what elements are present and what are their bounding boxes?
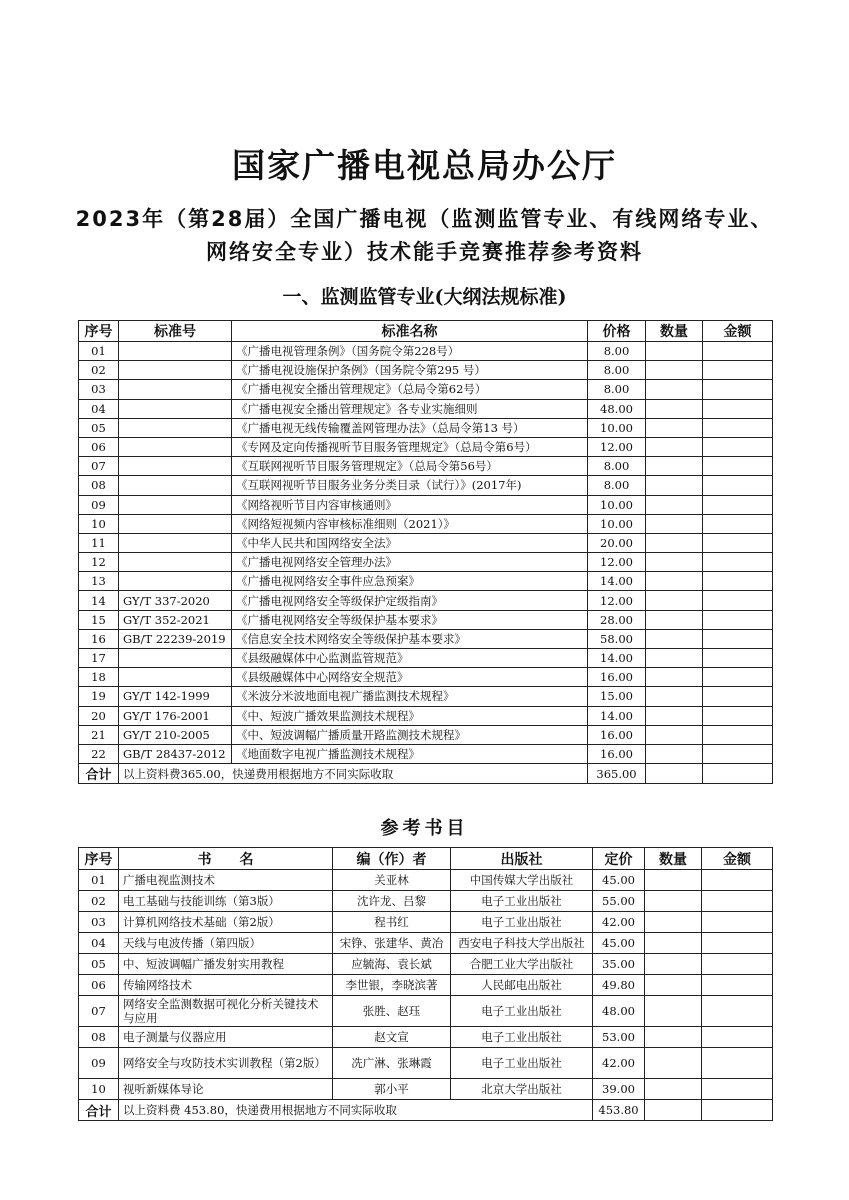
table-row <box>79 533 773 552</box>
row-price: 42.00 <box>593 1048 645 1079</box>
table-row <box>79 572 773 591</box>
row-code <box>119 399 232 418</box>
row-name: 《广播电视安全播出管理规定》（总局令第62号） <box>232 380 588 399</box>
table-row <box>79 744 773 763</box>
row-amount-empty <box>703 342 773 361</box>
col-header-name: 标准名称 <box>232 321 588 342</box>
row-name: 《县级融媒体中心网络安全规范》 <box>232 668 588 687</box>
row-qty-empty <box>646 495 703 514</box>
row-author: 关亚林 <box>333 870 451 891</box>
books-table-header <box>79 848 773 870</box>
row-amount-empty <box>703 495 773 514</box>
col-header-author: 编（作）者 <box>333 848 451 870</box>
row-qty-empty <box>645 1048 702 1079</box>
row-book-title: 视听新媒体导论 <box>119 1079 333 1100</box>
col-header-qty: 数量 <box>645 848 702 870</box>
row-price: 8.00 <box>588 380 646 399</box>
row-qty-empty <box>646 418 703 437</box>
row-price: 42.00 <box>593 912 645 933</box>
row-amount-empty <box>702 1100 773 1121</box>
row-price: 12.00 <box>588 437 646 456</box>
table-row <box>79 610 773 629</box>
row-no: 04 <box>79 399 119 418</box>
row-publisher: 电子工业出版社 <box>451 996 593 1027</box>
table-row <box>79 476 773 495</box>
row-price: 14.00 <box>588 649 646 668</box>
row-name: 《广播电视设施保护条例》（国务院令第295 号） <box>232 361 588 380</box>
row-price: 14.00 <box>588 572 646 591</box>
row-no: 01 <box>79 342 119 361</box>
row-name: 《网络视听节目内容审核通则》 <box>232 495 588 514</box>
row-publisher: 人民邮电出版社 <box>451 975 593 996</box>
row-book-title: 电工基础与技能训练（第3版） <box>119 891 333 912</box>
total-price: 453.80 <box>593 1100 645 1121</box>
row-code: GY/T 337-2020 <box>119 591 232 610</box>
row-book-title: 广播电视监测技术 <box>119 870 333 891</box>
row-price: 53.00 <box>593 1027 645 1048</box>
row-book-title: 网络安全监测数据可视化分析关键技术与应用 <box>119 996 333 1027</box>
row-author: 冼广淋、张琳霞 <box>333 1048 451 1079</box>
row-code <box>119 361 232 380</box>
row-price: 16.00 <box>588 725 646 744</box>
row-no: 15 <box>79 610 119 629</box>
row-author: 李世银，李晓滨著 <box>333 975 451 996</box>
row-price: 8.00 <box>588 342 646 361</box>
row-qty-empty <box>646 725 703 744</box>
row-qty-empty <box>646 610 703 629</box>
row-qty-empty <box>645 975 702 996</box>
table-row <box>79 1027 773 1048</box>
row-name: 《互联网视听节目服务业务分类目录（试行）》(2017年) <box>232 476 588 495</box>
row-qty-empty <box>646 380 703 399</box>
row-amount-empty <box>702 1027 773 1048</box>
row-price: 16.00 <box>588 668 646 687</box>
row-price: 20.00 <box>588 533 646 552</box>
row-amount-empty <box>702 954 773 975</box>
row-no: 01 <box>79 870 119 891</box>
row-no: 07 <box>79 457 119 476</box>
row-amount-empty <box>703 418 773 437</box>
row-no: 02 <box>79 361 119 380</box>
row-amount-empty <box>703 514 773 533</box>
row-name: 《县级融媒体中心监测监管规范》 <box>232 649 588 668</box>
row-amount-empty <box>703 610 773 629</box>
row-price: 35.00 <box>593 954 645 975</box>
row-no: 04 <box>79 933 119 954</box>
books-table <box>78 847 773 1121</box>
row-no: 08 <box>79 476 119 495</box>
row-amount-empty <box>703 649 773 668</box>
table-row <box>79 870 773 891</box>
row-no: 12 <box>79 553 119 572</box>
row-no: 02 <box>79 891 119 912</box>
document-org-title: 国家广播电视总局办公厅 <box>232 146 617 185</box>
row-price: 58.00 <box>588 629 646 648</box>
col-header-price: 定价 <box>593 848 645 870</box>
total-price: 365.00 <box>588 764 646 784</box>
col-header-publisher: 出版社 <box>451 848 593 870</box>
row-amount-empty <box>702 975 773 996</box>
row-qty-empty <box>645 891 702 912</box>
row-price: 10.00 <box>588 514 646 533</box>
row-name: 《中、短波调幅广播质量开路监测技术规程》 <box>232 725 588 744</box>
row-qty-empty <box>645 996 702 1027</box>
row-qty-empty <box>646 591 703 610</box>
row-no: 11 <box>79 533 119 552</box>
table-row <box>79 706 773 725</box>
table-row <box>79 591 773 610</box>
row-amount-empty <box>702 996 773 1027</box>
row-price: 10.00 <box>588 418 646 437</box>
row-qty-empty <box>646 572 703 591</box>
row-amount-empty <box>703 629 773 648</box>
row-publisher: 电子工业出版社 <box>451 1048 593 1079</box>
row-author: 张胜、赵珏 <box>333 996 451 1027</box>
row-name: 《广播电视网络安全事件应急预案》 <box>232 572 588 591</box>
total-label: 合计 <box>79 1100 119 1121</box>
row-name: 《网络短视频内容审核标准细则（2021）》 <box>232 514 588 533</box>
row-no: 07 <box>79 996 119 1027</box>
row-price: 16.00 <box>588 744 646 763</box>
row-no: 09 <box>79 1048 119 1079</box>
row-code <box>119 572 232 591</box>
row-no: 09 <box>79 495 119 514</box>
col-header-title: 书 名 <box>119 848 333 870</box>
row-no: 06 <box>79 975 119 996</box>
table-row <box>79 933 773 954</box>
total-note: 以上资料费365.00，快递费用根据地方不同实际收取 <box>119 764 588 784</box>
row-price: 10.00 <box>588 495 646 514</box>
row-qty-empty <box>645 954 702 975</box>
col-header-code: 标准号 <box>119 321 232 342</box>
row-code <box>119 553 232 572</box>
row-no: 14 <box>79 591 119 610</box>
row-book-title: 网络安全与攻防技术实训教程（第2版） <box>119 1048 333 1079</box>
row-price: 12.00 <box>588 553 646 572</box>
row-code <box>119 649 232 668</box>
row-price: 28.00 <box>588 610 646 629</box>
row-book-title: 传输网络技术 <box>119 975 333 996</box>
table-row <box>79 495 773 514</box>
row-code <box>119 533 232 552</box>
row-code <box>119 476 232 495</box>
section1-title: 一、监测监管专业(大纲法规标准) <box>282 286 567 308</box>
total-note: 以上资料费 453.80，快递费用根据地方不同实际收取 <box>119 1100 593 1121</box>
table-row <box>79 553 773 572</box>
row-code: GB/T 22239-2019 <box>119 629 232 648</box>
row-amount-empty <box>703 764 773 784</box>
row-code <box>119 668 232 687</box>
row-publisher: 中国传媒大学出版社 <box>451 870 593 891</box>
row-no: 19 <box>79 687 119 706</box>
row-publisher: 电子工业出版社 <box>451 912 593 933</box>
row-publisher: 合肥工业大学出版社 <box>451 954 593 975</box>
table-row <box>79 996 773 1027</box>
row-qty-empty <box>646 764 703 784</box>
row-amount-empty <box>703 380 773 399</box>
row-name: 《地面数字电视广播监测技术规程》 <box>232 744 588 763</box>
row-qty-empty <box>645 1079 702 1100</box>
row-qty-empty <box>646 399 703 418</box>
row-no: 03 <box>79 912 119 933</box>
row-qty-empty <box>645 1100 702 1121</box>
total-label: 合计 <box>79 764 119 784</box>
row-name: 《广播电视网络安全等级保护定级指南》 <box>232 591 588 610</box>
standards-table-header <box>79 321 773 342</box>
row-qty-empty <box>646 744 703 763</box>
row-no: 05 <box>79 418 119 437</box>
row-amount-empty <box>703 399 773 418</box>
table-row <box>79 629 773 648</box>
row-publisher: 西安电子科技大学出版社 <box>451 933 593 954</box>
row-name: 《广播电视无线传输覆盖网管理办法》（总局令第13 号） <box>232 418 588 437</box>
row-no: 06 <box>79 437 119 456</box>
document-subtitle-line1: 2023年（第28届）全国广播电视（监测监管专业、有线网络专业、 <box>75 207 774 231</box>
row-code <box>119 457 232 476</box>
row-qty-empty <box>646 514 703 533</box>
row-author: 宋铮、张建华、黄冶 <box>333 933 451 954</box>
col-header-no: 序号 <box>79 848 119 870</box>
row-code: GY/T 142-1999 <box>119 687 232 706</box>
table-row <box>79 975 773 996</box>
row-amount-empty <box>703 668 773 687</box>
row-qty-empty <box>645 870 702 891</box>
row-book-title: 计算机网络技术基础（第2版） <box>119 912 333 933</box>
row-no: 21 <box>79 725 119 744</box>
row-name: 《中华人民共和国网络安全法》 <box>232 533 588 552</box>
row-qty-empty <box>646 553 703 572</box>
table-row <box>79 649 773 668</box>
row-name: 《广播电视网络安全管理办法》 <box>232 553 588 572</box>
row-amount-empty <box>702 912 773 933</box>
table-row <box>79 687 773 706</box>
row-price: 49.80 <box>593 975 645 996</box>
row-price: 8.00 <box>588 476 646 495</box>
row-price: 39.00 <box>593 1079 645 1100</box>
row-amount-empty <box>702 933 773 954</box>
row-code: GY/T 352-2021 <box>119 610 232 629</box>
row-code: GY/T 210-2005 <box>119 725 232 744</box>
row-amount-empty <box>703 457 773 476</box>
row-price: 15.00 <box>588 687 646 706</box>
row-publisher: 电子工业出版社 <box>451 891 593 912</box>
row-qty-empty <box>646 437 703 456</box>
row-qty-empty <box>646 649 703 668</box>
row-no: 18 <box>79 668 119 687</box>
row-amount-empty <box>703 725 773 744</box>
row-price: 55.00 <box>593 891 645 912</box>
row-price: 45.00 <box>593 870 645 891</box>
row-no: 13 <box>79 572 119 591</box>
row-amount-empty <box>703 553 773 572</box>
col-header-no: 序号 <box>79 321 119 342</box>
row-amount-empty <box>703 572 773 591</box>
row-code: GY/T 176-2001 <box>119 706 232 725</box>
row-price: 48.00 <box>588 399 646 418</box>
row-amount-empty <box>702 1048 773 1079</box>
standards-table <box>78 320 773 784</box>
row-author: 应毓海、袁长斌 <box>333 954 451 975</box>
row-code <box>119 437 232 456</box>
row-book-title: 电子测量与仪器应用 <box>119 1027 333 1048</box>
section2-title: 参考书目 <box>380 818 469 839</box>
row-no: 17 <box>79 649 119 668</box>
row-qty-empty <box>646 687 703 706</box>
row-qty-empty <box>646 457 703 476</box>
table-row <box>79 1048 773 1079</box>
row-name: 《信息安全技术网络安全等级保护基本要求》 <box>232 629 588 648</box>
row-qty-empty <box>646 342 703 361</box>
row-name: 《专网及定向传播视听节目服务管理规定》（总局令第6号） <box>232 437 588 456</box>
row-no: 16 <box>79 629 119 648</box>
row-price: 8.00 <box>588 361 646 380</box>
row-no: 10 <box>79 1079 119 1100</box>
row-publisher: 电子工业出版社 <box>451 1027 593 1048</box>
col-header-amount: 金额 <box>702 848 773 870</box>
row-amount-empty <box>703 476 773 495</box>
row-qty-empty <box>646 706 703 725</box>
row-amount-empty <box>703 706 773 725</box>
row-code <box>119 418 232 437</box>
table-row <box>79 514 773 533</box>
row-name: 《广播电视管理条例》（国务院令第228号） <box>232 342 588 361</box>
row-price: 14.00 <box>588 706 646 725</box>
row-book-title: 天线与电波传播（第四版） <box>119 933 333 954</box>
row-no: 08 <box>79 1027 119 1048</box>
col-header-price: 价格 <box>588 321 646 342</box>
row-amount-empty <box>703 437 773 456</box>
row-publisher: 北京大学出版社 <box>451 1079 593 1100</box>
row-no: 22 <box>79 744 119 763</box>
row-amount-empty <box>702 870 773 891</box>
row-qty-empty <box>646 668 703 687</box>
row-name: 《互联网视听节目服务管理规定》（总局令第56号） <box>232 457 588 476</box>
table-row <box>79 342 773 361</box>
row-no: 03 <box>79 380 119 399</box>
row-author: 程书红 <box>333 912 451 933</box>
row-qty-empty <box>645 912 702 933</box>
row-amount-empty <box>703 591 773 610</box>
row-no: 20 <box>79 706 119 725</box>
row-name: 《广播电视安全播出管理规定》各专业实施细则 <box>232 399 588 418</box>
row-qty-empty <box>645 933 702 954</box>
row-author: 沈许龙、吕黎 <box>333 891 451 912</box>
document-subtitle-line2: 网络安全专业）技术能手竞赛推荐参考资料 <box>206 240 643 264</box>
row-amount-empty <box>703 687 773 706</box>
table-row <box>79 912 773 933</box>
row-book-title: 中、短波调幅广播发射实用教程 <box>119 954 333 975</box>
total-row <box>79 764 773 784</box>
row-qty-empty <box>646 533 703 552</box>
table-row <box>79 361 773 380</box>
row-qty-empty <box>646 361 703 380</box>
row-amount-empty <box>703 361 773 380</box>
table-row <box>79 1079 773 1100</box>
row-amount-empty <box>703 533 773 552</box>
row-code <box>119 514 232 533</box>
table-row <box>79 399 773 418</box>
row-amount-empty <box>702 891 773 912</box>
row-price: 48.00 <box>593 996 645 1027</box>
row-code <box>119 380 232 399</box>
row-name: 《米波分米波地面电视广播监测技术规程》 <box>232 687 588 706</box>
row-price: 12.00 <box>588 591 646 610</box>
row-qty-empty <box>645 1027 702 1048</box>
row-qty-empty <box>646 476 703 495</box>
row-author: 赵文宣 <box>333 1027 451 1048</box>
row-no: 05 <box>79 954 119 975</box>
row-name: 《广播电视网络安全等级保护基本要求》 <box>232 610 588 629</box>
row-qty-empty <box>646 629 703 648</box>
row-name: 《中、短波广播效果监测技术规程》 <box>232 706 588 725</box>
table-row <box>79 457 773 476</box>
row-no: 10 <box>79 514 119 533</box>
row-code <box>119 495 232 514</box>
table-row <box>79 437 773 456</box>
table-row <box>79 668 773 687</box>
row-price: 45.00 <box>593 933 645 954</box>
col-header-amount: 金额 <box>703 321 773 342</box>
table-row <box>79 725 773 744</box>
row-author: 郭小平 <box>333 1079 451 1100</box>
table-row <box>79 418 773 437</box>
table-row <box>79 954 773 975</box>
row-price: 8.00 <box>588 457 646 476</box>
row-code: GB/T 28437-2012 <box>119 744 232 763</box>
row-code <box>119 342 232 361</box>
row-amount-empty <box>703 744 773 763</box>
table-row <box>79 380 773 399</box>
table-row <box>79 891 773 912</box>
total-row <box>79 1100 773 1121</box>
col-header-qty: 数量 <box>646 321 703 342</box>
row-amount-empty <box>702 1079 773 1100</box>
